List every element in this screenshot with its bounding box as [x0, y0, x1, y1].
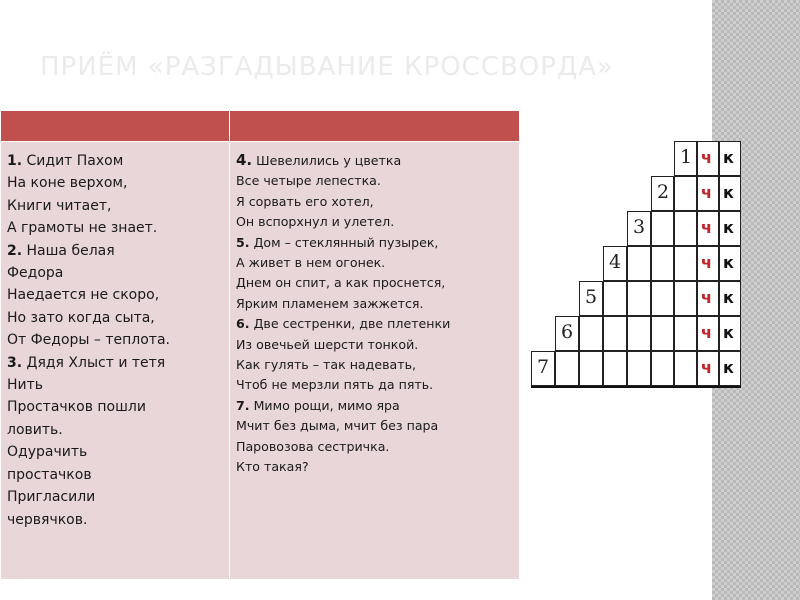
riddle-line: [7, 329, 225, 351]
crossword-letter: к: [723, 148, 734, 167]
riddle-text: ловить.: [7, 421, 63, 438]
riddle-number: 2.: [7, 242, 23, 259]
riddle-left-2: [7, 240, 225, 352]
riddle-text: Дом – стеклянный пузырек,: [249, 234, 439, 250]
crossword-blank-cell[interactable]: [627, 281, 651, 316]
riddle-line: [236, 416, 515, 436]
crossword-number-cell[interactable]: [579, 281, 603, 316]
riddle-text: Все четыре лепестка.: [236, 173, 381, 189]
riddle-number: 6.: [236, 316, 250, 332]
riddle-line: [236, 294, 515, 314]
crossword-letter-cell[interactable]: [719, 351, 741, 386]
crossword-blank-cell[interactable]: [555, 351, 579, 386]
riddle-text: Две сестренки, две плетенки: [249, 316, 451, 332]
crossword-clue-number: 4: [609, 251, 622, 273]
riddle-number: 3.: [7, 354, 23, 371]
riddle-text: Сидит Пахом: [22, 153, 124, 169]
crossword-letter-cell[interactable]: [697, 211, 719, 246]
riddle-line: [236, 233, 515, 253]
crossword-blank-cell[interactable]: [651, 246, 674, 281]
riddle-line: [7, 486, 225, 508]
crossword-letter-cell[interactable]: [719, 316, 741, 351]
riddle-line: [236, 355, 515, 375]
riddle-line: [7, 240, 225, 262]
crossword-blank-cell[interactable]: [627, 316, 651, 351]
crossword-clue-number: 6: [561, 321, 574, 343]
riddle-number: 7.: [236, 397, 250, 413]
riddle-number: 5.: [236, 234, 250, 250]
crossword-letter: к: [723, 358, 734, 377]
riddle-line: [7, 195, 225, 217]
riddle-text: Дядя Хлыст и тетя: [22, 354, 166, 371]
crossword-letter-cell[interactable]: [697, 351, 719, 386]
riddle-line: [236, 273, 515, 293]
riddle-line: [236, 150, 515, 171]
riddle-text: Мимо рощи, мимо яра: [249, 397, 400, 413]
riddle-number: 1.: [7, 153, 23, 169]
riddle-table: [0, 110, 520, 580]
riddle-right-1: [236, 150, 515, 233]
riddle-text: Чтоб не мерзли пять да пять.: [236, 377, 434, 393]
riddles-column-right: [230, 142, 520, 580]
riddle-text: Кто такая?: [236, 459, 309, 475]
riddle-line: [236, 212, 515, 232]
crossword-letter: ч: [701, 323, 712, 342]
crossword-number-cell[interactable]: [555, 316, 579, 351]
crossword-letter-cell[interactable]: [697, 176, 719, 211]
crossword-grid: [531, 141, 741, 388]
crossword-letter-cell[interactable]: [719, 211, 741, 246]
riddle-text: Пригласили: [7, 489, 96, 506]
riddle-line: [7, 150, 225, 172]
crossword-letter: к: [723, 288, 734, 307]
slide-title: ПРИЁМ «РАЗГАДЫВАНИЕ КРОССВОРДА»: [40, 52, 614, 82]
crossword-letter: к: [723, 183, 734, 202]
crossword-letter-cell[interactable]: [697, 141, 719, 176]
crossword-letter: ч: [701, 183, 712, 202]
riddle-line: [7, 509, 225, 531]
crossword-clue-number: 1: [680, 146, 693, 168]
riddle-text: От Федоры – теплота.: [7, 332, 170, 349]
riddle-text: Из овечьей шерсти тонкой.: [236, 336, 419, 352]
riddle-left-3: [7, 352, 225, 531]
crossword-letter: ч: [701, 288, 712, 307]
crossword-letter: ч: [701, 358, 712, 377]
riddle-line: [7, 419, 225, 441]
riddle-line: [7, 172, 225, 194]
crossword-letter: ч: [701, 148, 712, 167]
riddle-right-4: [236, 396, 515, 478]
crossword-blank-cell[interactable]: [603, 351, 627, 386]
crossword-blank-cell[interactable]: [651, 316, 674, 351]
crossword-letter-cell[interactable]: [697, 281, 719, 316]
riddle-text: Одурачить: [7, 444, 88, 461]
crossword-number-cell[interactable]: [627, 211, 651, 246]
crossword-blank-cell[interactable]: [674, 316, 697, 351]
riddle-text: Федора: [7, 265, 64, 282]
riddle-text: Ярким пламенем зажжется.: [236, 295, 424, 311]
riddle-number: 4.: [236, 151, 253, 169]
riddle-text: Но зато когда сыта,: [7, 309, 155, 326]
riddle-text: Нить: [7, 377, 44, 394]
crossword-blank-cell[interactable]: [674, 281, 697, 316]
crossword-blank-cell[interactable]: [674, 351, 697, 386]
crossword-blank-cell[interactable]: [674, 246, 697, 281]
riddle-line: [7, 396, 225, 418]
crossword-blank-cell[interactable]: [579, 351, 603, 386]
header-cell-left: [1, 111, 230, 142]
riddle-line: [7, 374, 225, 396]
crossword-blank-cell[interactable]: [603, 316, 627, 351]
crossword-letter: ч: [701, 253, 712, 272]
crossword-blank-cell[interactable]: [579, 316, 603, 351]
crossword-number-cell[interactable]: [674, 141, 697, 176]
crossword-clue-number: 2: [657, 181, 670, 203]
crossword-blank-cell[interactable]: [627, 246, 651, 281]
crossword-clue-number: 5: [585, 286, 598, 308]
riddle-text: Как гулять – так надевать,: [236, 357, 416, 373]
riddle-text: Я сорвать его хотел,: [236, 193, 374, 209]
riddle-text: Он вспорхнул и улетел.: [236, 214, 395, 230]
header-cell-right: [230, 111, 520, 142]
crossword-blank-cell[interactable]: [627, 351, 651, 386]
riddle-line: [236, 192, 515, 212]
riddle-text: Простачков пошли: [7, 399, 146, 416]
riddles-column-left: [1, 142, 230, 580]
riddle-line: [7, 352, 225, 374]
riddle-right-2: [236, 233, 515, 315]
riddle-line: [7, 441, 225, 463]
crossword-blank-cell[interactable]: [674, 211, 697, 246]
riddle-text: Наедается не скоро,: [7, 287, 160, 304]
crossword-letter: к: [723, 253, 734, 272]
riddle-line: [7, 284, 225, 306]
riddle-line: [236, 396, 515, 416]
riddle-line: [236, 171, 515, 191]
crossword-letter-cell[interactable]: [719, 281, 741, 316]
riddle-line: [236, 314, 515, 334]
crossword-letter-cell[interactable]: [719, 176, 741, 211]
crossword-blank-cell[interactable]: [651, 351, 674, 386]
riddle-text: Днем он спит, а как проснется,: [236, 275, 446, 291]
crossword-letter: ч: [701, 218, 712, 237]
crossword-blank-cell[interactable]: [651, 281, 674, 316]
riddle-text: Книги читает,: [7, 197, 112, 214]
riddle-right-3: [236, 314, 515, 396]
riddle-line: [236, 335, 515, 355]
riddle-text: Наша белая: [22, 242, 115, 259]
riddle-line: [7, 464, 225, 486]
crossword-number-cell[interactable]: [531, 351, 555, 386]
table-header-row: [1, 111, 520, 142]
crossword-number-cell[interactable]: [651, 176, 674, 211]
riddle-text: Паровозова сестричка.: [236, 438, 390, 454]
crossword-letter-cell[interactable]: [719, 246, 741, 281]
riddle-line: [236, 437, 515, 457]
crossword-letter-cell[interactable]: [697, 316, 719, 351]
riddle-text: простачков: [7, 466, 92, 483]
riddle-line: [236, 375, 515, 395]
crossword-number-cell[interactable]: [603, 246, 627, 281]
riddle-left-1: [7, 150, 225, 240]
riddle-line: [7, 217, 225, 239]
riddle-line: [7, 307, 225, 329]
riddle-line: [236, 457, 515, 477]
riddle-line: [236, 253, 515, 273]
riddle-text: На коне верхом,: [7, 175, 128, 192]
riddle-line: [7, 262, 225, 284]
crossword-blank-cell[interactable]: [651, 211, 674, 246]
riddle-text: червячков.: [7, 511, 88, 528]
table-body-row: [1, 142, 520, 580]
crossword-blank-cell[interactable]: [603, 281, 627, 316]
crossword-clue-number: 3: [633, 216, 646, 238]
crossword-letter: к: [723, 323, 734, 342]
riddle-text: А живет в нем огонек.: [236, 255, 386, 271]
crossword-letter: к: [723, 218, 734, 237]
crossword-letter-cell[interactable]: [719, 141, 741, 176]
riddle-text: А грамоты не знает.: [7, 220, 158, 237]
crossword-blank-cell[interactable]: [674, 176, 697, 211]
crossword-clue-number: 7: [537, 356, 550, 378]
crossword-letter-cell[interactable]: [697, 246, 719, 281]
riddle-text: Шевелились у цветка: [252, 153, 402, 168]
riddle-text: Мчит без дыма, мчит без пара: [236, 418, 439, 434]
